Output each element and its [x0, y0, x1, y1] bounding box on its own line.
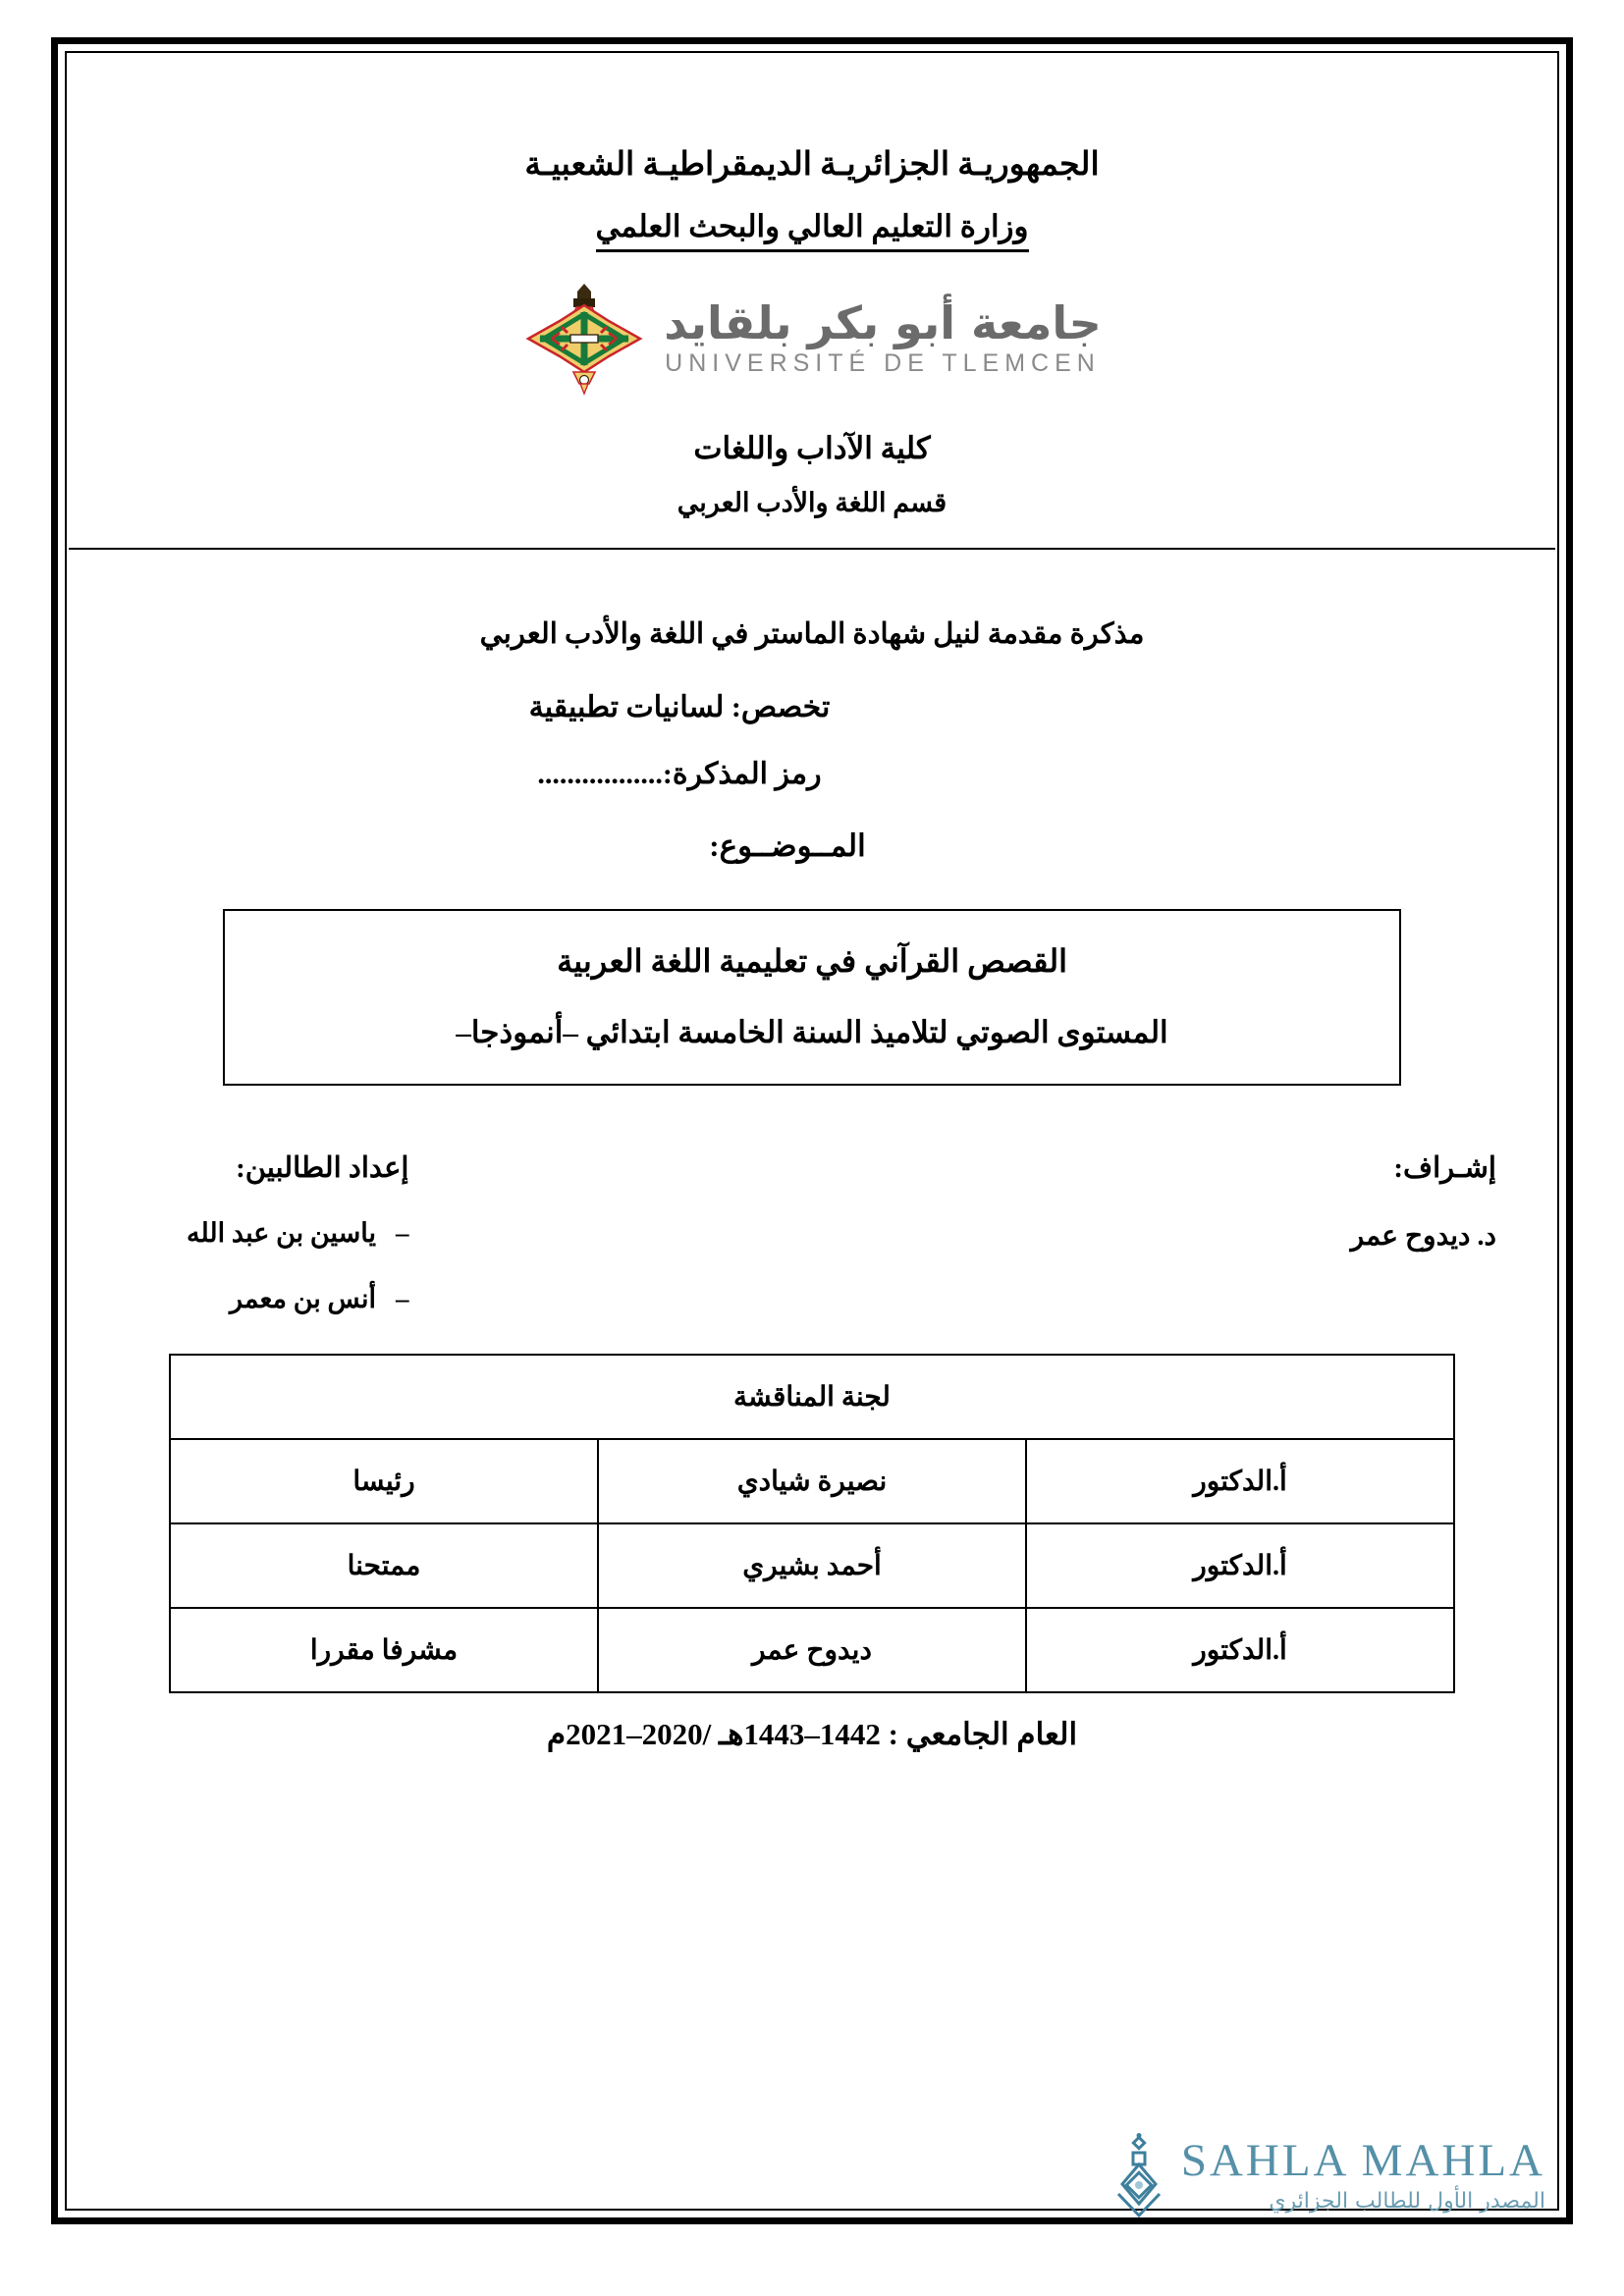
faculty-block — [69, 427, 1555, 522]
table-row — [170, 1523, 1454, 1608]
republic-title: الجمهوريـة الجزائريـة الديمقراطيـة الشعبيـة — [524, 147, 1100, 183]
table-row — [170, 1439, 1454, 1523]
students-block — [187, 1148, 408, 1319]
speciality-line: تخصص: لسانيات تطبيقية — [528, 691, 831, 724]
academic-year: العام الجامعي : 1442–1443هـ /2020–2021م — [546, 1717, 1078, 1752]
thesis-code-line: رمز المذكرة:................. — [537, 758, 822, 791]
jury-member-name: أحمد بشيري — [598, 1523, 1026, 1608]
table-row — [170, 1608, 1454, 1692]
student-name: ياسين بن عبد الله — [187, 1218, 376, 1249]
jury-member-name: ديدوح عمر — [598, 1608, 1026, 1692]
thesis-title-main: القصص القرآني في تعليمية اللغة العربية — [557, 943, 1067, 980]
jury-member-title: أ.الدكتور — [1026, 1523, 1454, 1608]
supervisor-heading: إشـراف: — [1393, 1151, 1496, 1184]
faculty-name: كلية الآداب واللغات — [693, 430, 931, 465]
university-logo — [69, 280, 1555, 398]
thesis-title-box — [223, 909, 1401, 1086]
student-entry — [187, 1213, 408, 1254]
university-name-french: UNIVERSITÉ DE TLEMCEN — [665, 349, 1101, 378]
header-divider — [69, 548, 1555, 550]
university-emblem-icon — [522, 282, 646, 396]
jury-member-title: أ.الدكتور — [1026, 1439, 1454, 1523]
jury-member-role: ممتحنا — [170, 1523, 598, 1608]
thesis-meta — [69, 614, 1555, 868]
jury-member-title: أ.الدكتور — [1026, 1608, 1454, 1692]
supervisor-name: د. ديدوح عمر — [1350, 1221, 1496, 1253]
watermark-text — [1180, 2135, 1545, 2215]
sahla-mahla-logo-icon — [1110, 2133, 1167, 2219]
document-header — [69, 55, 1555, 252]
ministry-title: وزارة التعليم العالي والبحث العلمي — [596, 207, 1029, 251]
subject-label: المــوضــوع: — [709, 828, 866, 864]
people-row — [69, 1148, 1555, 1319]
watermark-brand: SAHLA MAHLA — [1180, 2135, 1545, 2187]
watermark-tagline: المصدر الأول للطالب الجزائري — [1269, 2189, 1545, 2215]
university-wordmark — [664, 296, 1102, 378]
students-heading: إعداد الطالبين: — [236, 1151, 409, 1184]
student-entry — [187, 1279, 408, 1319]
jury-caption: لجنة المناقشة — [170, 1355, 1454, 1439]
supervisor-block — [1351, 1148, 1496, 1319]
page-content — [69, 55, 1555, 2207]
thesis-title-sub: المستوى الصوتي لتلاميذ السنة الخامسة ابتدائي –أنموذجا– — [456, 1015, 1168, 1050]
list-dash-icon: – — [395, 1218, 409, 1249]
list-dash-icon: – — [395, 1283, 409, 1313]
department-name: قسم اللغة والأدب العربي — [677, 487, 947, 517]
table-row — [170, 1355, 1454, 1439]
watermark — [1110, 2133, 1545, 2219]
student-name: أنس بن معمر — [229, 1283, 376, 1313]
jury-member-name: نصيرة شيادي — [598, 1439, 1026, 1523]
jury-table — [169, 1354, 1455, 1693]
jury-member-role: مشرفا مقررا — [170, 1608, 598, 1692]
university-name-arabic: جامعة أبو بكر بلقايد — [664, 296, 1102, 350]
jury-member-role: رئيسا — [170, 1439, 598, 1523]
degree-statement: مذكرة مقدمة لنيل شهادة الماستر في اللغة والأدب العربي — [479, 617, 1145, 650]
